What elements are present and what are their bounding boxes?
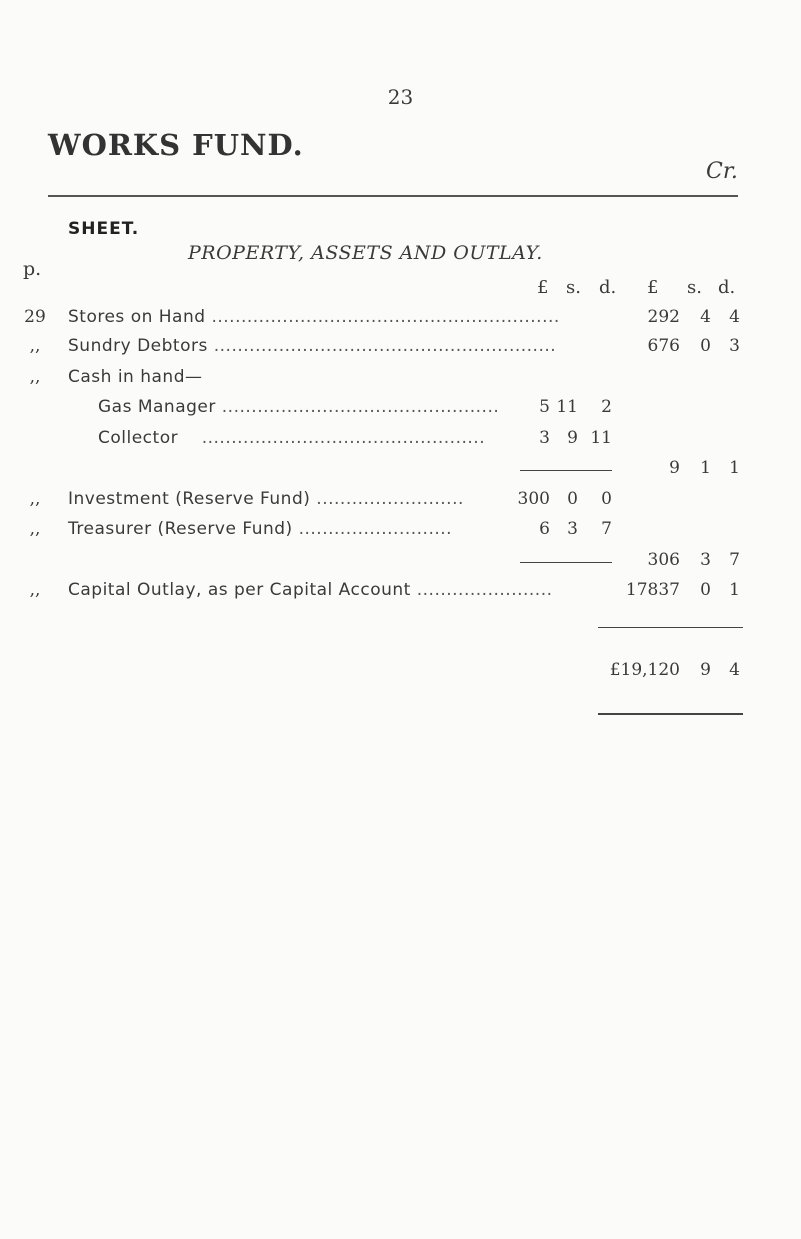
amount-pounds: 292 (647, 307, 680, 327)
table-row (0, 367, 801, 397)
page-ref: ,, (29, 519, 41, 539)
table-row (0, 550, 801, 580)
inner-pounds-header: £ (537, 277, 549, 298)
inner-pounds: 3 (539, 428, 550, 448)
subtotal-rule (520, 470, 612, 471)
entry-label: Stores on Hand ........................................................... (68, 307, 560, 327)
amount-pence: 4 (729, 307, 740, 327)
credit-side-label: Cr. (706, 159, 738, 184)
inner-shillings-header: s. (566, 277, 581, 298)
total-row (0, 660, 801, 690)
amount-shillings: 0 (700, 580, 711, 600)
inner-shillings: 9 (567, 428, 578, 448)
table-row (0, 489, 801, 519)
amount-pounds: 676 (647, 336, 680, 356)
page-ref: 29 (24, 307, 46, 327)
page-ref-header: p. (23, 258, 42, 280)
inner-shillings: 11 (556, 397, 578, 417)
amount-shillings: 4 (700, 307, 711, 327)
amount-shillings: 0 (700, 336, 711, 356)
table-row (0, 397, 801, 427)
inner-shillings: 3 (567, 519, 578, 539)
page-ref: ,, (29, 336, 41, 356)
entry-label: Sundry Debtors .......................................................... (68, 336, 557, 356)
outer-pounds-header: £ (647, 277, 659, 298)
title-rule (48, 195, 738, 197)
total-double-rule (598, 713, 743, 715)
amount-pence: 1 (729, 458, 740, 478)
total-pounds: £19,120 (609, 660, 680, 680)
entry-label: Treasurer (Reserve Fund) .......................... (68, 519, 453, 539)
amount-shillings: 1 (700, 458, 711, 478)
table-row (0, 458, 801, 488)
subtotal-rule (520, 562, 612, 563)
amount-pence: 3 (729, 336, 740, 356)
inner-pounds: 6 (539, 519, 550, 539)
table-row (0, 519, 801, 549)
document-title: WORKS FUND. (48, 128, 304, 162)
table-row (0, 580, 801, 610)
sheet-label: SHEET. (68, 219, 140, 239)
entry-label: Capital Outlay, as per Capital Account ....................... (68, 580, 553, 600)
inner-shillings: 0 (567, 489, 578, 509)
amount-pounds: 9 (669, 458, 680, 478)
entry-label: Investment (Reserve Fund) ......................... (68, 489, 464, 509)
inner-pounds: 300 (517, 489, 550, 509)
amount-pounds: 306 (647, 550, 680, 570)
inner-pence: 11 (590, 428, 612, 448)
total-rule (598, 627, 743, 628)
total-shillings: 9 (700, 660, 711, 680)
amount-shillings: 3 (700, 550, 711, 570)
section-heading: PROPERTY, ASSETS AND OUTLAY. (188, 242, 543, 264)
page-ref: ,, (29, 489, 41, 509)
page-ref: ,, (29, 580, 41, 600)
inner-pence: 2 (601, 397, 612, 417)
inner-pence: 0 (601, 489, 612, 509)
inner-pence-header: d. (599, 277, 617, 298)
outer-pence-header: d. (718, 277, 736, 298)
total-pence: 4 (729, 660, 740, 680)
table-row (0, 336, 801, 366)
entry-label: Collector ................................................ (98, 428, 486, 448)
amount-pounds: 17837 (625, 580, 680, 600)
table-row (0, 428, 801, 458)
amount-pence: 7 (729, 550, 740, 570)
table-row (0, 307, 801, 337)
entry-label: Gas Manager ............................................... (98, 397, 500, 417)
inner-pence: 7 (601, 519, 612, 539)
entry-label: Cash in hand— (68, 367, 203, 387)
amount-pence: 1 (729, 580, 740, 600)
outer-shillings-header: s. (687, 277, 702, 298)
page-number: 23 (387, 85, 414, 109)
page-ref: ,, (29, 367, 41, 387)
inner-pounds: 5 (539, 397, 550, 417)
